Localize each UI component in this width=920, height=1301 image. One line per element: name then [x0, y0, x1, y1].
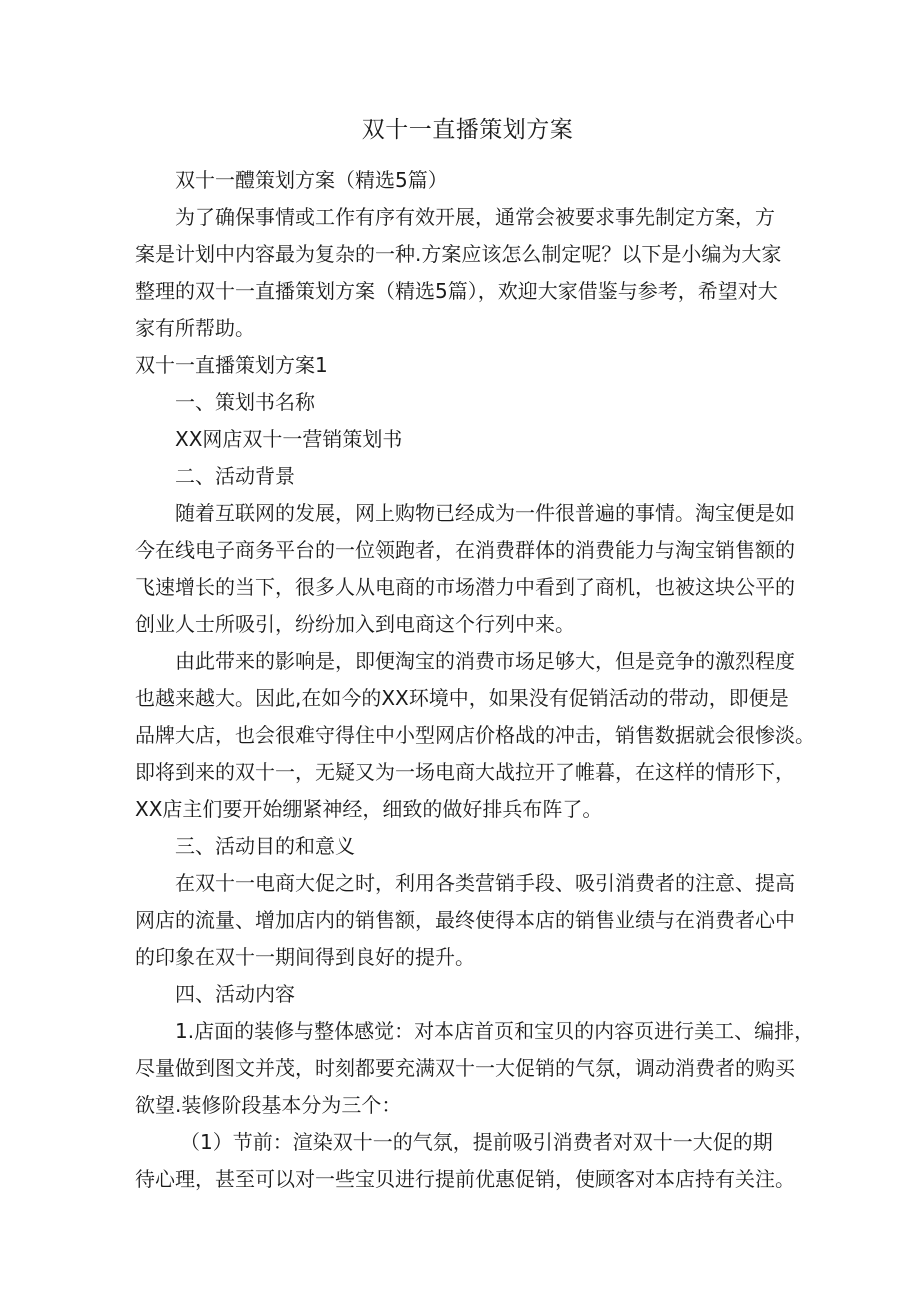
text-line: 待心理，甚至可以对一些宝贝进行提前优惠促销，使顾客对本店持有关注。	[135, 1167, 795, 1191]
text-line: 家有所帮助。	[135, 316, 255, 340]
text-line: 四、活动内容	[175, 982, 295, 1006]
text-line: 整理的双十一直播策划方案（精选5篇），欢迎大家借鉴与参考，希望对大	[135, 279, 778, 303]
document-body	[135, 162, 815, 1198]
document-title: 双十一直播策划方案	[361, 117, 574, 143]
text-line: 二、活动背景	[175, 464, 295, 488]
text-line: 的印象在双十一期间得到良好的提升。	[135, 945, 475, 969]
text-line: 欲望.装修阶段基本分为三个：	[135, 1093, 402, 1117]
text-line: 一、策划书名称	[175, 390, 315, 414]
text-line: （1）节前：渲染双十一的气氛，提前吸引消费者对双十一大促的期	[180, 1130, 773, 1154]
text-line: 双十一醴策划方案（精选5篇）	[175, 168, 448, 192]
text-line: 今在线电子商务平台的一位领跑者，在消费群体的消费能力与淘宝销售额的	[135, 538, 795, 562]
text-line: 品牌大店，也会很难守得住中小型网店价格战的冲击，销售数据就会很惨淡。	[135, 723, 815, 747]
text-line: 网店的流量、增加店内的销售额，最终使得本店的销售业绩与在消费者心中	[135, 908, 795, 932]
text-line: 为了确保事情或工作有序有效开展，通常会被要求事先制定方案，方	[175, 205, 775, 229]
text-line: 随着互联网的发展，网上购物已经成为一件很普遍的事情。淘宝便是如	[175, 501, 795, 525]
text-line: 在双十一电商大促之时，利用各类营销手段、吸引消费者的注意、提高	[175, 871, 795, 895]
text-line: 尽量做到图文并茂，时刻都要充满双十一大促销的气氛，调动消费者的购买	[135, 1056, 795, 1080]
text-line: 也越来越大。因此,在如今的XX环境中，如果没有促销活动的带动，即便是	[135, 686, 789, 710]
text-line: 案是计划中内容最为复杂的一种.方案应该怎么制定呢？以下是小编为大家	[135, 242, 782, 266]
text-line: XX店主们要开始绷紧神经，细致的做好排兵布阵了。	[135, 797, 603, 821]
text-line: XX网店双十一营销策划书	[175, 427, 403, 451]
text-line: 1.店面的装修与整体感觉：对本店首页和宝贝的内容页进行美工、编排，	[175, 1019, 815, 1043]
text-line: 由此带来的影响是，即便淘宝的消费市场足够大，但是竞争的激烈程度	[175, 649, 795, 673]
text-line: 即将到来的双十一，无疑又为一场电商大战拉开了帷暮，在这样的情形下，	[135, 760, 795, 784]
text-line: 三、活动目的和意义	[175, 834, 355, 858]
text-line: 创业人士所吸引，纷纷加入到电商这个行列中来。	[135, 612, 575, 636]
text-line: 飞速增长的当下，很多人从电商的市场潜力中看到了商机，也被这块公平的	[135, 575, 795, 599]
text-line: 双十一直播策划方案1	[135, 353, 328, 377]
